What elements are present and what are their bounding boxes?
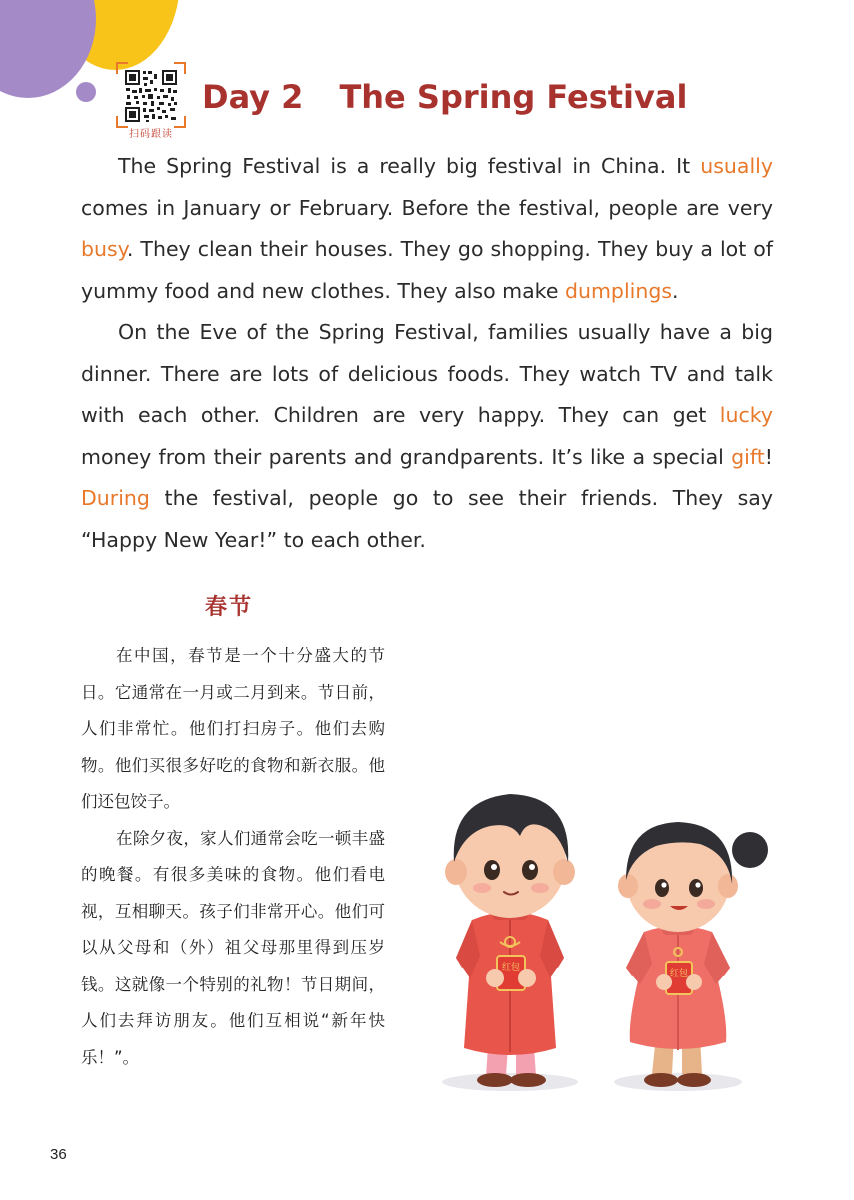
decorative-purple-dot: [76, 82, 96, 102]
title-text: The Spring Festival: [339, 78, 688, 116]
vocab-word-busy: busy: [81, 237, 127, 261]
children-illustration: [430, 780, 780, 1100]
english-passage: [81, 146, 773, 561]
girl-figure: [618, 822, 768, 1087]
english-paragraph-1: The Spring Festival is a really big festival in China. It usually comes in January or February. Before the festival, people are very busy. They clean their houses. They go shopping. They buy a lot of yummy food and new clothes. They also make dumplings.: [81, 154, 773, 303]
envelope-text-girl: 红包: [669, 969, 689, 979]
vocab-word-lucky: lucky: [719, 403, 773, 427]
day-label: Day 2: [202, 78, 304, 116]
page-title: [202, 78, 687, 116]
vocab-word-usually: usually: [700, 154, 773, 178]
envelope-text-boy: 红包: [501, 963, 521, 973]
english-paragraph-2: On the Eve of the Spring Festival, families usually have a big dinner. There are lots of delicious foods. They watch TV and talk with each other. Children are very happy. They can get lucky money from their parents and grandparents. It’s like a special gift! During the festival, people go to see their friends. They say “Happy New Year!” to each other.: [81, 320, 773, 552]
qr-code[interactable]: [116, 62, 186, 150]
vocab-word-during: During: [81, 486, 150, 510]
chinese-passage: [81, 638, 385, 1076]
qr-label: 扫码跟读: [129, 129, 173, 140]
chinese-title: 春节: [205, 594, 254, 620]
chinese-paragraph-1: 在中国，春节是一个十分盛大的节日。它通常在一月或二月到来。节日前，人们非常忙。他们打扫房子。他们去购物。他们买很多好吃的食物和新衣服。他们还包饺子。: [81, 646, 385, 811]
page-number: 36: [50, 1146, 67, 1163]
vocab-word-gift: gift: [731, 444, 765, 469]
qr-pattern-icon: [124, 69, 178, 123]
boy-figure: [445, 794, 575, 1087]
chinese-paragraph-2: 在除夕夜，家人们通常会吃一顿丰盛的晚餐。有很多美味的食物。他们看电视，互相聊天。孩子们非常开心。他们可以从父母和（外）祖父母那里得到压岁钱。这就像一个特别的礼物！节日期间，人们去拜访朋友。他们互相说“新年快乐！”。: [81, 828, 385, 1067]
vocab-word-dumplings: dumplings: [564, 278, 673, 303]
